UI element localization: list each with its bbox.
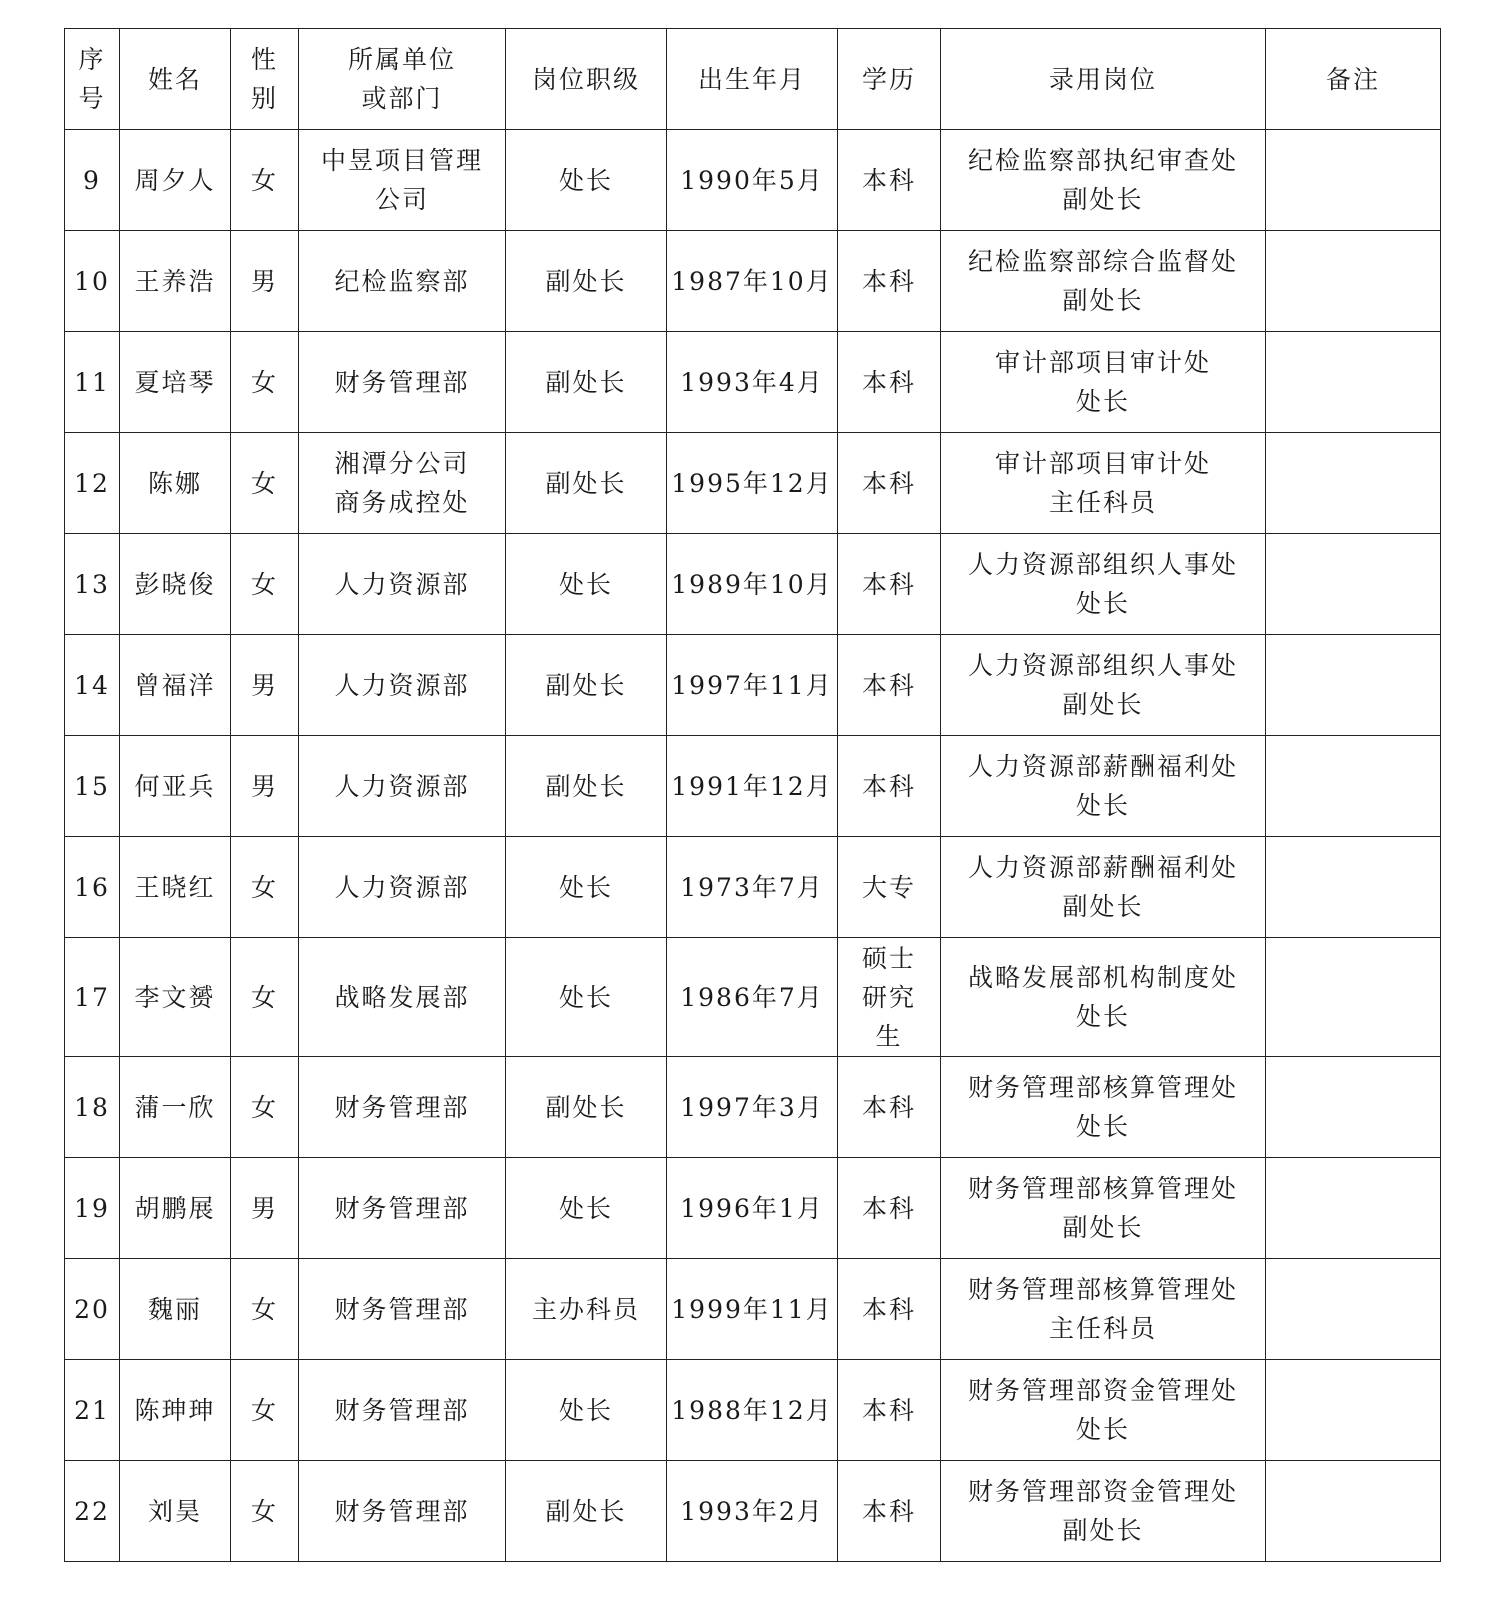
cell-no: 13 — [65, 534, 120, 635]
cell-no: 15 — [65, 736, 120, 837]
cell-no: 9 — [65, 130, 120, 231]
cell-hired-post: 财务管理部资金管理处 处长 — [941, 1360, 1266, 1461]
cell-remark — [1266, 1259, 1441, 1360]
header-unit: 所属单位 或部门 — [299, 29, 506, 130]
header-grade: 岗位职级 — [506, 29, 667, 130]
cell-remark — [1266, 1158, 1441, 1259]
cell-grade: 副处长 — [506, 433, 667, 534]
cell-unit: 人力资源部 — [299, 736, 506, 837]
cell-name: 陈娜 — [120, 433, 231, 534]
cell-gender: 女 — [231, 938, 299, 1057]
cell-unit: 纪检监察部 — [299, 231, 506, 332]
header-row — [65, 29, 1441, 130]
cell-no: 19 — [65, 1158, 120, 1259]
cell-name: 魏丽 — [120, 1259, 231, 1360]
cell-grade: 处长 — [506, 534, 667, 635]
staff-table — [64, 28, 1441, 1562]
cell-unit: 中昱项目管理 公司 — [299, 130, 506, 231]
cell-grade: 主办科员 — [506, 1259, 667, 1360]
table-row — [65, 1057, 1441, 1158]
cell-education: 本科 — [838, 635, 941, 736]
cell-name: 彭晓俊 — [120, 534, 231, 635]
cell-hired-post: 财务管理部资金管理处 副处长 — [941, 1461, 1266, 1562]
cell-education: 本科 — [838, 1158, 941, 1259]
cell-name: 刘昊 — [120, 1461, 231, 1562]
cell-birth: 1996年1月 — [667, 1158, 838, 1259]
cell-gender: 男 — [231, 736, 299, 837]
cell-hired-post: 人力资源部组织人事处 处长 — [941, 534, 1266, 635]
cell-unit: 财务管理部 — [299, 1360, 506, 1461]
cell-unit: 财务管理部 — [299, 1057, 506, 1158]
cell-no: 22 — [65, 1461, 120, 1562]
cell-unit: 人力资源部 — [299, 534, 506, 635]
cell-gender: 男 — [231, 635, 299, 736]
cell-unit: 财务管理部 — [299, 332, 506, 433]
cell-birth: 1990年5月 — [667, 130, 838, 231]
header-name: 姓名 — [120, 29, 231, 130]
cell-name: 周夕人 — [120, 130, 231, 231]
cell-grade: 副处长 — [506, 231, 667, 332]
cell-birth: 1993年2月 — [667, 1461, 838, 1562]
cell-remark — [1266, 1360, 1441, 1461]
cell-grade: 副处长 — [506, 1461, 667, 1562]
cell-gender: 女 — [231, 433, 299, 534]
cell-education: 本科 — [838, 1461, 941, 1562]
table-row — [65, 1461, 1441, 1562]
cell-grade: 副处长 — [506, 635, 667, 736]
cell-no: 21 — [65, 1360, 120, 1461]
cell-gender: 男 — [231, 1158, 299, 1259]
cell-gender: 女 — [231, 837, 299, 938]
cell-name: 王晓红 — [120, 837, 231, 938]
table-row — [65, 231, 1441, 332]
cell-name: 陈珅珅 — [120, 1360, 231, 1461]
cell-gender: 女 — [231, 130, 299, 231]
cell-unit: 财务管理部 — [299, 1158, 506, 1259]
cell-education: 本科 — [838, 1360, 941, 1461]
cell-name: 曾福洋 — [120, 635, 231, 736]
cell-remark — [1266, 837, 1441, 938]
header-education: 学历 — [838, 29, 941, 130]
table-row — [65, 1259, 1441, 1360]
table-row — [65, 534, 1441, 635]
cell-name: 蒲一欣 — [120, 1057, 231, 1158]
cell-remark — [1266, 635, 1441, 736]
cell-name: 胡鹏展 — [120, 1158, 231, 1259]
cell-hired-post: 纪检监察部综合监督处 副处长 — [941, 231, 1266, 332]
cell-grade: 处长 — [506, 837, 667, 938]
cell-no: 10 — [65, 231, 120, 332]
table-row — [65, 1158, 1441, 1259]
cell-remark — [1266, 332, 1441, 433]
header-gender: 性 别 — [231, 29, 299, 130]
cell-no: 14 — [65, 635, 120, 736]
header-hired-post: 录用岗位 — [941, 29, 1266, 130]
cell-hired-post: 审计部项目审计处 处长 — [941, 332, 1266, 433]
cell-hired-post: 财务管理部核算管理处 主任科员 — [941, 1259, 1266, 1360]
cell-education: 硕士 研究 生 — [838, 938, 941, 1057]
cell-birth: 1973年7月 — [667, 837, 838, 938]
cell-education: 本科 — [838, 736, 941, 837]
cell-name: 王养浩 — [120, 231, 231, 332]
cell-no: 20 — [65, 1259, 120, 1360]
cell-remark — [1266, 231, 1441, 332]
cell-remark — [1266, 938, 1441, 1057]
cell-no: 11 — [65, 332, 120, 433]
cell-birth: 1989年10月 — [667, 534, 838, 635]
cell-no: 12 — [65, 433, 120, 534]
table-row — [65, 736, 1441, 837]
table-row — [65, 1360, 1441, 1461]
header-remark: 备注 — [1266, 29, 1441, 130]
cell-hired-post: 战略发展部机构制度处 处长 — [941, 938, 1266, 1057]
cell-remark — [1266, 534, 1441, 635]
cell-birth: 1997年3月 — [667, 1057, 838, 1158]
cell-remark — [1266, 130, 1441, 231]
cell-grade: 副处长 — [506, 332, 667, 433]
cell-education: 本科 — [838, 1259, 941, 1360]
cell-grade: 副处长 — [506, 1057, 667, 1158]
cell-hired-post: 纪检监察部执纪审查处 副处长 — [941, 130, 1266, 231]
cell-education: 本科 — [838, 433, 941, 534]
cell-hired-post: 人力资源部薪酬福利处 副处长 — [941, 837, 1266, 938]
cell-unit: 人力资源部 — [299, 635, 506, 736]
cell-unit: 人力资源部 — [299, 837, 506, 938]
cell-birth: 1986年7月 — [667, 938, 838, 1057]
cell-education: 本科 — [838, 130, 941, 231]
table-row — [65, 938, 1441, 1057]
cell-unit: 财务管理部 — [299, 1259, 506, 1360]
cell-unit: 湘潭分公司 商务成控处 — [299, 433, 506, 534]
cell-hired-post: 财务管理部核算管理处 处长 — [941, 1057, 1266, 1158]
cell-gender: 男 — [231, 231, 299, 332]
table-row — [65, 635, 1441, 736]
cell-hired-post: 人力资源部组织人事处 副处长 — [941, 635, 1266, 736]
cell-birth: 1995年12月 — [667, 433, 838, 534]
cell-education: 本科 — [838, 534, 941, 635]
cell-remark — [1266, 736, 1441, 837]
cell-education: 本科 — [838, 332, 941, 433]
cell-birth: 1991年12月 — [667, 736, 838, 837]
cell-no: 16 — [65, 837, 120, 938]
cell-gender: 女 — [231, 332, 299, 433]
cell-remark — [1266, 1057, 1441, 1158]
cell-gender: 女 — [231, 1461, 299, 1562]
table-row — [65, 130, 1441, 231]
cell-grade: 处长 — [506, 1158, 667, 1259]
header-birth: 出生年月 — [667, 29, 838, 130]
cell-hired-post: 财务管理部核算管理处 副处长 — [941, 1158, 1266, 1259]
cell-name: 李文赟 — [120, 938, 231, 1057]
cell-hired-post: 人力资源部薪酬福利处 处长 — [941, 736, 1266, 837]
header-no: 序 号 — [65, 29, 120, 130]
cell-education: 本科 — [838, 1057, 941, 1158]
cell-birth: 1999年11月 — [667, 1259, 838, 1360]
cell-gender: 女 — [231, 1259, 299, 1360]
table-row — [65, 332, 1441, 433]
cell-birth: 1997年11月 — [667, 635, 838, 736]
cell-unit: 战略发展部 — [299, 938, 506, 1057]
cell-grade: 处长 — [506, 130, 667, 231]
cell-name: 何亚兵 — [120, 736, 231, 837]
cell-grade: 处长 — [506, 938, 667, 1057]
cell-birth: 1987年10月 — [667, 231, 838, 332]
cell-name: 夏培琴 — [120, 332, 231, 433]
cell-unit: 财务管理部 — [299, 1461, 506, 1562]
cell-education: 大专 — [838, 837, 941, 938]
cell-remark — [1266, 433, 1441, 534]
table-row — [65, 433, 1441, 534]
cell-grade: 处长 — [506, 1360, 667, 1461]
cell-gender: 女 — [231, 534, 299, 635]
cell-education: 本科 — [838, 231, 941, 332]
cell-no: 18 — [65, 1057, 120, 1158]
cell-birth: 1993年4月 — [667, 332, 838, 433]
cell-birth: 1988年12月 — [667, 1360, 838, 1461]
cell-gender: 女 — [231, 1360, 299, 1461]
cell-no: 17 — [65, 938, 120, 1057]
table-row — [65, 837, 1441, 938]
cell-grade: 副处长 — [506, 736, 667, 837]
cell-hired-post: 审计部项目审计处 主任科员 — [941, 433, 1266, 534]
cell-remark — [1266, 1461, 1441, 1562]
cell-gender: 女 — [231, 1057, 299, 1158]
